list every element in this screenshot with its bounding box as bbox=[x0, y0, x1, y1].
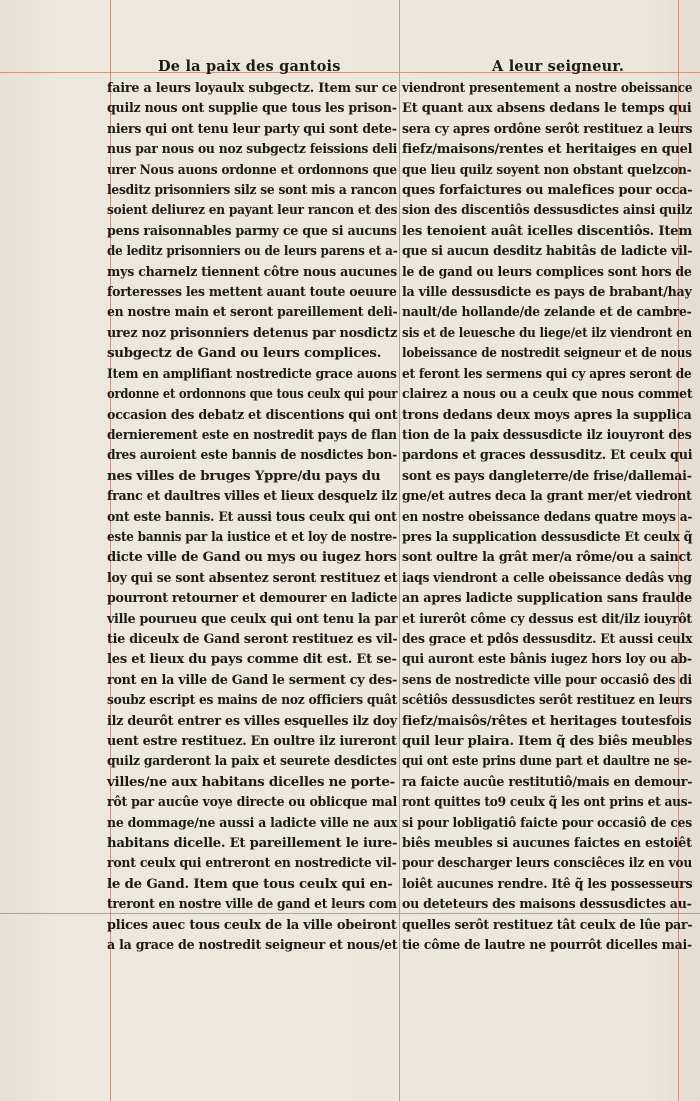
text-line: an apres ladicte supplication sans fraulde bbox=[402, 590, 693, 607]
text-line: scêtiôs dessusdictes serôt restituez en leurs bbox=[402, 692, 692, 709]
text-line: ne dommage/ne aussi a ladicte ville ne aux bbox=[107, 814, 398, 831]
text-line: trons dedans deux moys apres la supplica bbox=[402, 406, 692, 423]
text-line: le de gand ou leurs complices sont hors de bbox=[402, 263, 692, 280]
text-line: de leditz prisonniers ou de leurs parens et a- bbox=[107, 243, 398, 260]
text-line: nault/de hollande/de zelande et de cambre- bbox=[402, 304, 692, 321]
text-line: uent estre restituez. En oultre ilz iureront bbox=[107, 733, 397, 749]
text-line: clairez a nous ou a ceulx que nous commet bbox=[402, 386, 693, 403]
text-line: fiefz/maisons/rentes et heritaiges en quel bbox=[402, 141, 693, 158]
text-line: tie diceulx de Gand seront restituez es vil- bbox=[107, 630, 398, 647]
text-line: pardons et graces dessusditz. Et ceulx qui bbox=[402, 447, 693, 464]
text-column-right bbox=[402, 78, 692, 955]
text-line: ront quittes to9 ceulx q̃ les ont prins et aus- bbox=[402, 794, 693, 811]
text-line: ilz deurôt entrer es villes esquelles ilz doy bbox=[107, 712, 397, 729]
text-line: forteresses les mettent auant toute oeuure bbox=[107, 284, 397, 301]
text-line: sens de nostredicte ville pour occasiô des di bbox=[402, 671, 692, 688]
running-head-left: De la paix des gantois bbox=[158, 58, 341, 75]
text-line: nes villes de bruges Yppre/du pays du bbox=[107, 467, 381, 484]
text-line: faire a leurs loyaulx subgectz. Item sur ce bbox=[107, 80, 398, 96]
text-line: dernierement este en nostredit pays de flan bbox=[107, 426, 397, 443]
text-line: quilz nous ont supplie que tous les prison- bbox=[107, 100, 397, 117]
text-line: sont oultre la grât mer/a rôme/ou a sainct bbox=[402, 549, 692, 566]
text-line: et feront les sermens qui cy apres seront de bbox=[402, 365, 692, 382]
text-line: quil leur plaira. Item q̃ des biês meubles bbox=[402, 733, 693, 749]
text-line: qui ont este prins dune part et daultre ne se- bbox=[402, 753, 692, 770]
text-line: ordonne et ordonnons que tous ceulx qui pour bbox=[107, 386, 398, 403]
text-line: pens raisonnables parmy ce que si aucuns bbox=[107, 222, 397, 239]
text-line: dres auroient este bannis de nosdictes bon- bbox=[107, 447, 398, 464]
text-line: les tenoient auât icelles discentiôs. Item bbox=[402, 222, 693, 239]
text-line: ra faicte aucûe restitutiô/mais en demour- bbox=[402, 773, 693, 790]
text-line: sont es pays dangleterre/de frise/dallemai- bbox=[402, 467, 692, 484]
text-line: urez noz prisonniers detenus par nosdictz bbox=[107, 324, 398, 341]
text-line: gne/et autres deca la grant mer/et viedront bbox=[402, 488, 692, 505]
text-line: sera cy apres ordône serôt restituez a leurs bbox=[402, 120, 693, 137]
text-line: dicte ville de Gand ou mys ou iugez hors bbox=[107, 549, 397, 566]
text-line: tie côme de lautre ne pourrôt dicelles mai- bbox=[402, 937, 692, 954]
text-line: iaqs viendront a celle obeissance dedâs vng bbox=[402, 569, 692, 586]
text-line: Et quant aux absens dedans le temps qui bbox=[402, 100, 692, 117]
text-line: loiêt aucunes rendre. Itê q̃ les possesseurs bbox=[402, 875, 693, 892]
text-line: pourront retourner et demourer en ladicte bbox=[107, 590, 398, 607]
text-line: pour descharger leurs consciêces ilz en vou bbox=[402, 855, 693, 872]
text-line: que lieu quilz soyent non obstant quelzcon- bbox=[402, 161, 692, 178]
text-line: fiefz/maisôs/rêtes et heritages toutesfois bbox=[402, 712, 692, 729]
text-line: tion de la paix dessusdicte ilz iouyront des bbox=[402, 426, 692, 443]
text-line: lesditz prisonniers silz se sont mis a rancon bbox=[107, 182, 397, 199]
text-line: lobeissance de nostredit seigneur et de nous bbox=[402, 345, 692, 362]
text-line: si pour lobligatiô faicte pour occasiô de ces bbox=[402, 814, 692, 831]
running-head-right: A leur seigneur. bbox=[492, 58, 625, 75]
text-line: ou deteteurs des maisons dessusdictes au- bbox=[402, 896, 692, 913]
text-line: Item en amplifiant nostredicte grace auons bbox=[107, 365, 397, 382]
column-gutter-rule bbox=[399, 0, 400, 1101]
text-line: soient deliurez en payant leur rancon et des bbox=[107, 202, 398, 219]
text-line: soubz escript es mains de noz officiers quât bbox=[107, 692, 397, 709]
text-line: niers qui ont tenu leur party qui sont dete- bbox=[107, 120, 397, 137]
text-line: subgectz de Gand ou leurs complices. bbox=[107, 345, 382, 362]
text-line: la ville dessusdicte es pays de brabant/hay bbox=[402, 284, 692, 301]
text-line: sis et de leuesche du liege/et ilz viendront en bbox=[402, 324, 692, 341]
text-line: quelles serôt restituez tât ceulx de lûe par- bbox=[402, 916, 693, 933]
text-line: ville pourueu que ceulx qui ont tenu la par bbox=[107, 610, 398, 627]
text-line: ques forfaictures ou malefices pour occa- bbox=[402, 182, 693, 199]
text-line: en nostre main et seront pareillement deli- bbox=[107, 304, 398, 321]
text-line: plices auec tous ceulx de la ville obeiront bbox=[107, 916, 397, 933]
text-line: rôt par aucûe voye directe ou oblicque mal bbox=[107, 794, 397, 811]
text-line: treront en nostre ville de gand et leurs com bbox=[107, 896, 397, 913]
text-line: qui auront este bânis iugez hors loy ou ab- bbox=[402, 651, 692, 668]
text-line: quilz garderont la paix et seurete desdictes bbox=[107, 753, 397, 770]
text-line: franc et daultres villes et lieux desquelz ilz bbox=[107, 488, 398, 505]
text-line: le de Gand. Item que tous ceulx qui en- bbox=[107, 875, 393, 892]
text-line: habitans dicelle. Et pareillement le iure- bbox=[107, 835, 398, 852]
text-line: ront en la ville de Gand le serment cy des- bbox=[107, 671, 398, 688]
text-line: biês meubles si aucunes faictes en estoiêt bbox=[402, 835, 692, 852]
text-line: loy qui se sont absentez seront restituez et bbox=[107, 569, 398, 586]
text-line: sion des discentiôs dessusdictes ainsi quilz bbox=[402, 202, 693, 219]
text-line: este bannis par la iustice et et loy de nostre- bbox=[107, 528, 397, 545]
text-line: pres la supplication dessusdicte Et ceulx q̃ bbox=[402, 528, 693, 545]
text-line: urer Nous auons ordonne et ordonnons que bbox=[107, 161, 397, 178]
text-line: ont este bannis. Et aussi tous ceulx qui ont bbox=[107, 508, 397, 525]
text-line: viendront presentement a nostre obeissance bbox=[402, 80, 693, 96]
text-column-left bbox=[107, 78, 397, 955]
text-line: que si aucun desditz habitâs de ladicte vil- bbox=[402, 243, 693, 260]
text-line: des grace et pdôs dessusditz. Et aussi ceulx bbox=[402, 630, 693, 647]
text-line: les et lieux du pays comme dit est. Et se- bbox=[107, 651, 397, 668]
text-line: en nostre obeissance dedans quatre moys a- bbox=[402, 508, 693, 525]
text-line: et iurerôt côme cy dessus est dit/ilz iouyrôt bbox=[402, 610, 692, 627]
text-line: ront ceulx qui entreront en nostredicte vil- bbox=[107, 855, 397, 872]
text-line: nus par nous ou noz subgectz feissions deli bbox=[107, 141, 398, 158]
text-line: occasion des debatz et discentions qui ont bbox=[107, 406, 398, 423]
text-line: mys charnelz tiennent côtre nous aucunes bbox=[107, 263, 397, 280]
text-line: a la grace de nostredit seigneur et nous/et bbox=[107, 937, 398, 954]
text-line: villes/ne aux habitans dicelles ne porte- bbox=[107, 773, 395, 790]
